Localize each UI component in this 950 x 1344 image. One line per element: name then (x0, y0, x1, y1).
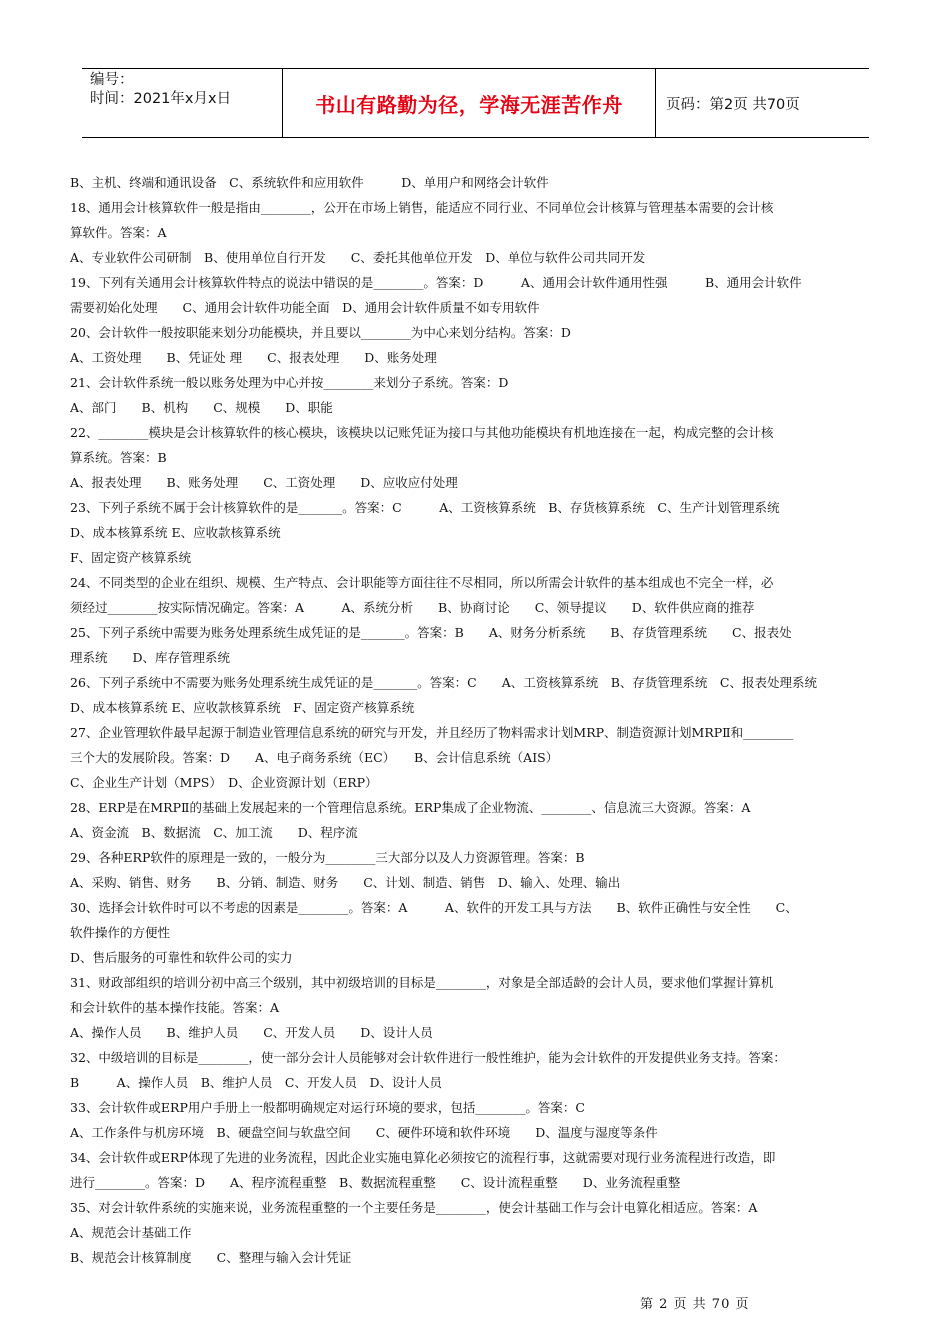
header-page-label: 页码：第2页 共70页 (666, 96, 800, 113)
text-line: 25、下列子系统中需要为账务处理系统生成凭证的是_______。答案：B A、财务分析系统 B、存货管理系统 C、报表处 (70, 625, 792, 640)
page-footer-number: 第 2 页 共 70 页 (640, 1297, 750, 1312)
text-line: A、采购、销售、财务 B、分销、制造、财务 C、计划、制造、销售 D、输入、处理、输出 (70, 875, 621, 890)
text-line: 算软件。答案：A (70, 225, 167, 240)
text-line: 23、下列子系统不属于会计核算软件的是_______。答案：C A、工资核算系统 B、存货核算系统 C、生产计划管理系统 (70, 500, 780, 515)
text-line: 须经过________按实际情况确定。答案：A A、系统分析 B、协商讨论 C、领导提议 D、软件供应商的推荐 (70, 600, 755, 615)
text-line: 27、企业管理软件最早起源于制造业管理信息系统的研究与开发，并且经历了物料需求计划MRP、制造资源计划MRPⅡ和________ (70, 725, 794, 740)
text-line: 31、财政部组织的培训分初中高三个级别，其中初级培训的目标是________，对象是全部适龄的会计人员，要求他们掌握计算机 (70, 975, 774, 990)
text-line: D、成本核算系统 E、应收款核算系统 F、固定资产核算系统 (70, 700, 415, 715)
page-header (82, 68, 869, 138)
text-line: B、规范会计核算制度 C、整理与输入会计凭证 (70, 1250, 352, 1265)
text-line: A、规范会计基础工作 (70, 1225, 192, 1240)
text-line: 28、ERP是在MRPⅡ的基础上发展起来的一个管理信息系统。ERP集成了企业物流、________、信息流三大资源。答案：A (70, 800, 751, 815)
header-meta (82, 69, 282, 137)
text-line: A、操作人员 B、维护人员 C、开发人员 D、设计人员 (70, 1025, 433, 1040)
text-line: 需要初始化处理 C、通用会计软件功能全面 D、通用会计软件质量不如专用软件 (70, 300, 540, 315)
text-line: B、主机、终端和通讯设备 C、系统软件和应用软件 D、单用户和网络会计软件 (70, 175, 549, 190)
text-line: 和会计软件的基本操作技能。答案：A (70, 1000, 280, 1015)
text-line: 算系统。答案：B (70, 450, 167, 465)
document-date-label: 时间：2021年x月x日 (90, 91, 232, 107)
text-line: 19、下列有关通用会计核算软件特点的说法中错误的是________。答案：D A、通用会计软件通用性强 B、通用会计软件 (70, 275, 802, 290)
text-line: A、报表处理 B、账务处理 C、工资处理 D、应收应付处理 (70, 475, 458, 490)
text-line: D、售后服务的可靠性和软件公司的实力 (70, 950, 293, 965)
text-line: 22、________模块是会计核算软件的核心模块，该模块以记账凭证为接口与其他功能模块有机地连接在一起，构成完整的会计核 (70, 425, 774, 440)
text-line: A、部门 B、机构 C、规模 D、职能 (70, 400, 333, 415)
text-line: D、成本核算系统 E、应收款核算系统 (70, 525, 281, 540)
document-number-label: 编号： (90, 72, 134, 88)
text-line: 软件操作的方便性 (70, 925, 171, 940)
text-line: 21、会计软件系统一般以账务处理为中心并按________来划分子系统。答案：D (70, 375, 509, 390)
text-line: 三个大的发展阶段。答案：D A、电子商务系统（EC） B、会计信息系统（AIS） (70, 750, 559, 765)
text-line: 理系统 D、库存管理系统 (70, 650, 231, 665)
text-line: 33、会计软件或ERP用户手册上一般都明确规定对运行环境的要求，包括________。答案：C (70, 1100, 585, 1115)
text-line: 18、通用会计核算软件一般是指由________，公开在市场上销售，能适应不同行业、不同单位会计核算与管理基本需要的会计核 (70, 200, 774, 215)
text-line: 26、下列子系统中不需要为账务处理系统生成凭证的是_______。答案：C A、工资核算系统 B、存货管理系统 C、报表处理系统 (70, 675, 817, 690)
text-line: C、企业生产计划（MPS） D、企业资源计划（ERP） (70, 775, 378, 790)
text-line: 29、各种ERP软件的原理是一致的，一般分为________三大部分以及人力资源管理。答案：B (70, 850, 585, 865)
text-line: A、专业软件公司研制 B、使用单位自行开发 C、委托其他单位开发 D、单位与软件公司共同开发 (70, 250, 646, 265)
text-line: 24、不同类型的企业在组织、规模、生产特点、会计职能等方面往往不尽相同，所以所需会计软件的基本组成也不完全一样，必 (70, 575, 774, 590)
text-line: 35、对会计软件系统的实施来说，业务流程重整的一个主要任务是________，使会计基础工作与会计电算化相适应。答案：A (70, 1200, 758, 1215)
text-line: 20、会计软件一般按职能来划分功能模块，并且要以________为中心来划分结构。答案：D (70, 325, 571, 340)
text-line: 进行________。答案：D A、程序流程重整 B、数据流程重整 C、设计流程重整 D、业务流程重整 (70, 1175, 681, 1190)
text-line: 30、选择会计软件时可以不考虑的因素是________。答案：A A、软件的开发工具与方法 B、软件正确性与安全性 C、 (70, 900, 798, 915)
text-line: B A、操作人员 B、维护人员 C、开发人员 D、设计人员 (70, 1075, 442, 1090)
text-line: A、资金流 B、数据流 C、加工流 D、程序流 (70, 825, 358, 840)
text-line: 32、中级培训的目标是________，使一部分会计人员能够对会计软件进行一般性维护，能为会计软件的开发提供业务支持。答案： (70, 1050, 786, 1065)
text-line: 34、会计软件或ERP体现了先进的业务流程，因此企业实施电算化必须按它的流程行事，这就需要对现行业务流程进行改造，即 (70, 1150, 776, 1165)
header-motto: 书山有路勤为径，学海无涯苦作舟 (282, 69, 656, 137)
text-line: A、工资处理 B、凭证处 理 C、报表处理 D、账务处理 (70, 350, 437, 365)
question-text-body (70, 170, 884, 1270)
text-line: F、固定资产核算系统 (70, 550, 192, 565)
text-line: A、工作条件与机房环境 B、硬盘空间与软盘空间 C、硬件环境和软件环境 D、温度与湿度等条件 (70, 1125, 658, 1140)
